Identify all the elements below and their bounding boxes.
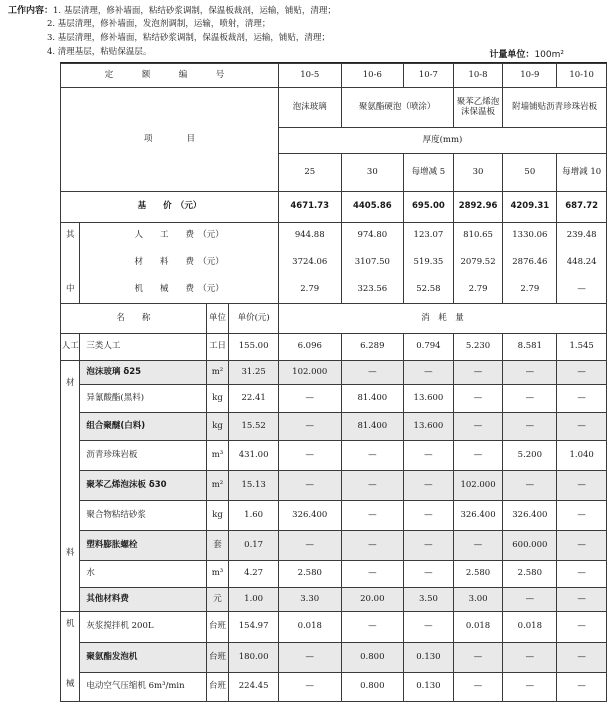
consumption-value: 81.400 — [341, 385, 404, 413]
quota-code: 10-9 — [503, 64, 557, 88]
consumption-value: 8.581 — [503, 334, 557, 361]
consumption-value: — — [278, 643, 341, 673]
work-content-line-1: 工作内容：1. 基层清理，修补墙面，粘结砂浆调制，保温板裁剖，运输，铺贴，清理； — [8, 6, 336, 16]
resource-name: 灰浆搅拌机 200L — [80, 612, 206, 643]
resource-name: 组合聚醚(白料) — [80, 413, 206, 441]
consumption-value: — — [341, 561, 404, 588]
cost-value: 2079.52 — [453, 250, 503, 277]
resource-price: 15.52 — [229, 413, 279, 441]
group-label: 聚氨酯硬泡（喷涂） — [341, 88, 453, 128]
cost-value: 2.79 — [503, 277, 557, 304]
consumption-value: 102.000 — [278, 361, 341, 385]
resource-price: 31.25 — [229, 361, 279, 385]
name-column-header: 名 称 — [61, 304, 207, 334]
resource-price: 431.00 — [229, 441, 279, 471]
consumption-value: 6.289 — [341, 334, 404, 361]
base-price: 4209.31 — [503, 192, 557, 223]
consumption-value: — — [503, 588, 557, 612]
thickness-value: 每增减 10 — [557, 154, 607, 192]
machine-row — [61, 643, 607, 673]
consumption-value: 2.580 — [503, 561, 557, 588]
measure-unit: 计量单位：100m² — [489, 50, 564, 60]
consumption-value: — — [453, 673, 503, 702]
consumption-value: 326.400 — [278, 501, 341, 531]
consumption-value: — — [404, 612, 454, 643]
unit-column-header: 单位 — [206, 304, 229, 334]
resource-unit: m² — [206, 471, 229, 501]
material-row — [61, 385, 607, 413]
consumption-value: — — [503, 385, 557, 413]
cost-value: 52.58 — [404, 277, 454, 304]
consumption-value: — — [404, 471, 454, 501]
consumption-value: — — [557, 612, 607, 643]
material-row — [61, 471, 607, 501]
cost-value: 3724.06 — [278, 250, 341, 277]
resource-name: 沥青珍珠岩板 — [80, 441, 206, 471]
consumption-value: — — [341, 471, 404, 501]
consumption-value: — — [557, 385, 607, 413]
quota-code-label: 定 额 编 号 — [61, 64, 279, 88]
resource-name: 电动空气压缩机 6m³/min — [80, 673, 206, 702]
price-column-header: 单价(元) — [229, 304, 279, 334]
material-row — [61, 561, 607, 588]
consumption-value: 1.040 — [557, 441, 607, 471]
resource-price: 15.13 — [229, 471, 279, 501]
consumption-value: 5.200 — [503, 441, 557, 471]
consumption-header: 消 耗 量 — [278, 304, 606, 334]
work-content-line-3: 3. 基层清理，修补墙面，粘结砂浆调制，保温板裁剖，运输，铺贴，清理； — [47, 33, 330, 43]
consumption-value: — — [404, 531, 454, 561]
consumption-value: 2.580 — [453, 561, 503, 588]
consumption-value: — — [557, 413, 607, 441]
resource-price: 22.41 — [229, 385, 279, 413]
consumption-value: 3.30 — [278, 588, 341, 612]
resource-unit: kg — [206, 413, 229, 441]
resource-unit: 台班 — [206, 673, 229, 702]
base-price: 2892.96 — [453, 192, 503, 223]
side-label-machine: 机 械 — [61, 612, 80, 702]
resource-unit: kg — [206, 501, 229, 531]
consumption-value: — — [278, 471, 341, 501]
consumption-value: — — [503, 643, 557, 673]
consumption-value: — — [557, 643, 607, 673]
consumption-value: — — [341, 361, 404, 385]
cost-row-machine — [61, 277, 607, 304]
consumption-value: 0.130 — [404, 673, 454, 702]
consumption-value: — — [453, 361, 503, 385]
cost-label: 材 料 费 （元） — [80, 250, 279, 277]
resource-price: 154.97 — [229, 612, 279, 643]
cost-value: 2876.46 — [503, 250, 557, 277]
machine-row — [61, 673, 607, 702]
resource-name: 塑料膨胀螺栓 — [80, 531, 206, 561]
cost-label: 人 工 费 （元） — [80, 223, 279, 250]
quota-code: 10-8 — [453, 64, 503, 88]
side-label-qi: 其 — [61, 223, 80, 250]
cost-value: 323.56 — [341, 277, 404, 304]
resource-name: 聚氨酯发泡机 — [80, 643, 206, 673]
side-label-labor: 人工 — [61, 334, 80, 361]
resource-name: 水 — [80, 561, 206, 588]
consumption-value: — — [341, 612, 404, 643]
material-row — [61, 361, 607, 385]
consumption-value: — — [503, 413, 557, 441]
consumption-value: 13.600 — [404, 385, 454, 413]
resource-price: 1.00 — [229, 588, 279, 612]
consumption-value: 0.018 — [453, 612, 503, 643]
work-content-line-4: 4. 清理基层，粘贴保温层。 — [47, 47, 152, 57]
base-price-label: 基 价 （元） — [61, 192, 279, 223]
cost-value: 1330.06 — [503, 223, 557, 250]
resource-unit: m³ — [206, 561, 229, 588]
resource-name: 泡沫玻璃 δ25 — [80, 361, 206, 385]
consumption-value: — — [557, 501, 607, 531]
group-label: 附墙铺贴沥青珍珠岩板 — [503, 88, 607, 128]
consumption-value: 102.000 — [453, 471, 503, 501]
cost-value: 2.79 — [453, 277, 503, 304]
thickness-label: 厚度(mm) — [278, 128, 606, 154]
cost-value: 2.79 — [278, 277, 341, 304]
material-row — [61, 531, 607, 561]
base-price: 4405.86 — [341, 192, 404, 223]
consumption-value: 0.800 — [341, 643, 404, 673]
cost-value: 448.24 — [557, 250, 607, 277]
cost-value: 3107.50 — [341, 250, 404, 277]
consumption-value: — — [278, 673, 341, 702]
consumption-value: 20.00 — [341, 588, 404, 612]
group-label: 聚苯乙烯泡沫保温板 — [453, 88, 503, 128]
resource-unit: kg — [206, 385, 229, 413]
resource-price: 0.17 — [229, 531, 279, 561]
side-label-material: 材 料 — [61, 361, 80, 612]
cost-value: — — [557, 277, 607, 304]
consumption-value: — — [557, 588, 607, 612]
consumption-value: 0.800 — [341, 673, 404, 702]
thickness-value: 50 — [503, 154, 557, 192]
quota-code: 10-6 — [341, 64, 404, 88]
consumption-value: 1.545 — [557, 334, 607, 361]
consumption-value: — — [503, 361, 557, 385]
thickness-value: 每增减 5 — [404, 154, 454, 192]
consumption-value: — — [503, 673, 557, 702]
thickness-value: 25 — [278, 154, 341, 192]
labor-row — [61, 334, 607, 361]
resource-name: 聚合物粘结砂浆 — [80, 501, 206, 531]
quota-code-row — [61, 64, 607, 88]
resource-price: 1.60 — [229, 501, 279, 531]
cost-value: 974.80 — [341, 223, 404, 250]
resource-unit: 工日 — [206, 334, 229, 361]
consumption-value: — — [278, 385, 341, 413]
consumption-value: — — [503, 471, 557, 501]
consumption-value: 5.230 — [453, 334, 503, 361]
consumption-value: 326.400 — [453, 501, 503, 531]
resource-unit: 元 — [206, 588, 229, 612]
quota-code: 10-5 — [278, 64, 341, 88]
cost-value: 944.88 — [278, 223, 341, 250]
cost-value: 239.48 — [557, 223, 607, 250]
consumption-value: — — [453, 643, 503, 673]
consumption-value: — — [278, 531, 341, 561]
resource-price: 155.00 — [229, 334, 279, 361]
resource-name: 三类人工 — [80, 334, 206, 361]
work-content-label: 工作内容： — [8, 6, 54, 16]
cost-value: 519.35 — [404, 250, 454, 277]
consumption-value: — — [404, 441, 454, 471]
cost-value: 123.07 — [404, 223, 454, 250]
resource-name: 异氰酸酯(黑料) — [80, 385, 206, 413]
resource-unit: m³ — [206, 441, 229, 471]
consumption-value: — — [453, 441, 503, 471]
material-row — [61, 441, 607, 471]
consumption-value: 81.400 — [341, 413, 404, 441]
cost-label: 机 械 费 （元） — [80, 277, 279, 304]
consumption-value: — — [453, 385, 503, 413]
consumption-value: — — [341, 441, 404, 471]
cost-row-labor — [61, 223, 607, 250]
consumption-value: — — [557, 673, 607, 702]
base-price: 687.72 — [557, 192, 607, 223]
base-price: 695.00 — [404, 192, 454, 223]
resource-unit: 台班 — [206, 612, 229, 643]
consumption-value: 3.00 — [453, 588, 503, 612]
consumption-value: — — [557, 561, 607, 588]
quota-table — [60, 63, 607, 702]
base-price: 4671.73 — [278, 192, 341, 223]
material-row — [61, 588, 607, 612]
group-row — [61, 88, 607, 128]
consumption-value: — — [404, 361, 454, 385]
consumption-value: 0.130 — [404, 643, 454, 673]
consumption-value: 0.018 — [278, 612, 341, 643]
consumption-value: 3.50 — [404, 588, 454, 612]
consumption-value: — — [278, 441, 341, 471]
consumption-value: 0.794 — [404, 334, 454, 361]
consumption-value: 2.580 — [278, 561, 341, 588]
consumption-value: — — [341, 531, 404, 561]
consumption-header-row — [61, 304, 607, 334]
consumption-value: — — [557, 361, 607, 385]
resource-unit: m² — [206, 361, 229, 385]
item-label: 项 目 — [61, 88, 279, 192]
cost-row-material — [61, 250, 607, 277]
material-row — [61, 501, 607, 531]
consumption-value: — — [278, 413, 341, 441]
resource-unit: 套 — [206, 531, 229, 561]
machine-row — [61, 612, 607, 643]
side-label-zhong: 中 — [61, 277, 80, 304]
consumption-value: 0.018 — [503, 612, 557, 643]
consumption-value: — — [404, 501, 454, 531]
consumption-value: — — [404, 561, 454, 588]
resource-name: 其他材料费 — [80, 588, 206, 612]
work-content-line-2: 2. 基层清理，修补墙面，发泡剂调制，运输，喷射，清理； — [47, 19, 271, 29]
consumption-value: — — [557, 471, 607, 501]
quota-code: 10-10 — [557, 64, 607, 88]
consumption-value: — — [557, 531, 607, 561]
consumption-value: 326.400 — [503, 501, 557, 531]
cost-value: 810.65 — [453, 223, 503, 250]
page-header — [0, 0, 608, 62]
consumption-value: 600.000 — [503, 531, 557, 561]
consumption-value: — — [341, 501, 404, 531]
consumption-value: 6.096 — [278, 334, 341, 361]
quota-code: 10-7 — [404, 64, 454, 88]
consumption-value: 13.600 — [404, 413, 454, 441]
resource-price: 4.27 — [229, 561, 279, 588]
resource-name: 聚苯乙烯泡沫板 δ30 — [80, 471, 206, 501]
material-row — [61, 413, 607, 441]
group-label: 泡沫玻璃 — [278, 88, 341, 128]
resource-unit: 台班 — [206, 643, 229, 673]
thickness-value: 30 — [453, 154, 503, 192]
consumption-value: — — [453, 531, 503, 561]
thickness-value: 30 — [341, 154, 404, 192]
resource-price: 180.00 — [229, 643, 279, 673]
consumption-value: — — [453, 413, 503, 441]
resource-price: 224.45 — [229, 673, 279, 702]
base-price-row — [61, 192, 607, 223]
